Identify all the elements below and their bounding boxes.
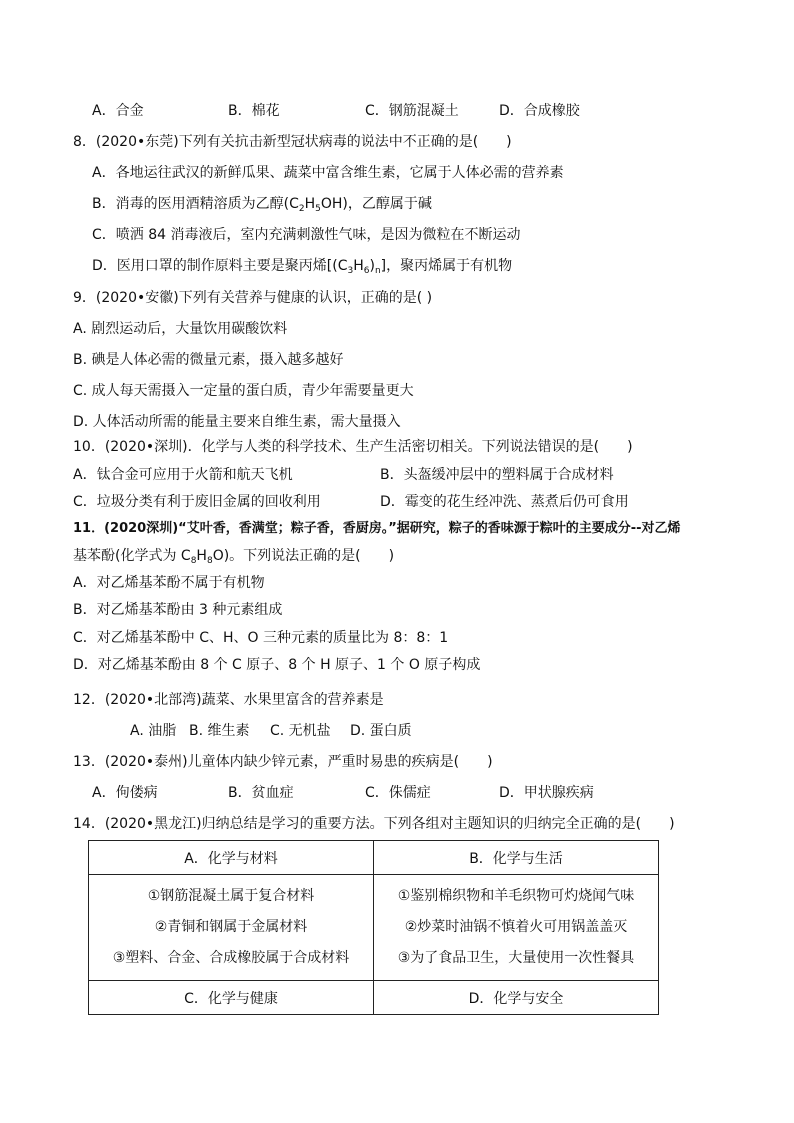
q12-option-c: C. 无机盐 — [270, 723, 331, 739]
q10-option-a: A．钛合金可应用于火箭和航天飞机 — [73, 467, 293, 483]
q11-option-b: B．对乙烯基苯酚由 3 种元素组成 — [73, 602, 283, 618]
q12-option-b: B. 维生素 — [189, 723, 250, 739]
q8-option-a: A．各地运往武汉的新鲜瓜果、蔬菜中富含维生素，它属于人体必需的营养素 — [92, 165, 564, 181]
q13-option-b: B．贫血症 — [228, 785, 294, 801]
q8-option-b: B．消毒的医用酒精溶质为乙醇$(C_2H_5OH)$，乙醇属于碱 — [92, 196, 432, 214]
q14-cell-a — [89, 875, 374, 981]
q13-stem: 13．(2020•泰州)儿童体内缺少锌元素，严重时易患的疾病是( ) — [73, 754, 493, 770]
q14-a-item: ①钢筋混凝土属于复合材料 — [147, 888, 315, 904]
q14-a-item: ②青铜和钢属于金属材料 — [154, 919, 308, 935]
q14-head-a: A．化学与材料 — [89, 841, 374, 875]
q11-option-c: C．对乙烯基苯酚中 C、H、O 三种元素的质量比为 8：8：1 — [73, 630, 449, 646]
q7-option-a: A．合金 — [92, 103, 144, 119]
q14-b-item: ③为了食品卫生，大量使用一次性餐具 — [397, 950, 635, 966]
q14-b-item: ②炒菜时油锅不慎着火可用锅盖盖灭 — [404, 919, 628, 935]
q14-table — [88, 840, 659, 1015]
q13-option-a: A．佝偻病 — [92, 785, 158, 801]
q12-stem: 12．(2020•北部湾)蔬菜、水果里富含的营养素是 — [73, 692, 384, 708]
q14-stem: 14．(2020•黑龙江)归纳总结是学习的重要方法。下列各组对主题知识的归纳完全正确的是( ) — [73, 816, 675, 832]
q9-option-a: A. 剧烈运动后，大量饮用碳酸饮料 — [73, 321, 288, 337]
q7-option-c: C．钢筋混凝土 — [365, 103, 459, 119]
q9-option-b: B. 碘是人体必需的微量元素，摄入越多越好 — [73, 352, 344, 368]
q11-option-d: D．对乙烯基苯酚由 8 个 C 原子、8 个 H 原子、1 个 O 原子构成 — [73, 657, 481, 673]
q14-cell-b — [374, 875, 659, 981]
q14-a-item: ③塑料、合金、合成橡胶属于合成材料 — [112, 950, 350, 966]
q11-stem-line1: 11．(2020深圳)“艾叶香，香满堂；粽子香，香厨房。”据研究，粽子的香味源于粽叶的主要成分--对乙烯 — [73, 521, 681, 536]
q8-option-c: C．喷洒 84 消毒液后，室内充满刺激性气味，是因为微粒在不断运动 — [92, 227, 521, 243]
q13-option-d: D．甲状腺疾病 — [499, 785, 594, 801]
q13-option-c: C．侏儒症 — [365, 785, 431, 801]
q11-option-a: A．对乙烯基苯酚不属于有机物 — [73, 575, 265, 591]
q14-head-d: D．化学与安全 — [374, 981, 659, 1015]
q10-option-c: C．垃圾分类有利于废旧金属的回收利用 — [73, 494, 321, 510]
q14-head-c: C．化学与健康 — [89, 981, 374, 1015]
q10-option-d: D．霉变的花生经冲洗、蒸煮后仍可食用 — [380, 494, 629, 510]
q12-option-d: D. 蛋白质 — [350, 723, 412, 739]
q12-option-a: A. 油脂 — [130, 723, 177, 739]
q7-option-d: D．合成橡胶 — [499, 103, 580, 119]
q14-b-item: ①鉴别棉织物和羊毛织物可灼烧闻气味 — [397, 888, 635, 904]
q14-head-b: B．化学与生活 — [374, 841, 659, 875]
q10-stem: 10．(2020•深圳)．化学与人类的科学技术、生产生活密切相关。下列说法错误的是( ) — [73, 439, 633, 455]
q10-option-b: B．头盔缓冲层中的塑料属于合成材料 — [380, 467, 614, 483]
q9-stem: 9．(2020•安徽)下列有关营养与健康的认识，正确的是( ) — [73, 290, 433, 306]
q7-option-b: B．棉花 — [228, 103, 280, 119]
q8-stem: 8．(2020•东莞)下列有关抗击新型冠状病毒的说法中不正确的是( ) — [73, 134, 512, 150]
q9-option-d: D. 人体活动所需的能量主要来自维生素，需大量摄入 — [73, 414, 401, 430]
q9-option-c: C. 成人每天需摄入一定量的蛋白质，青少年需要量更大 — [73, 383, 414, 399]
q11-stem-line2: 基苯酚(化学式为 $C_8H_8O$)。下列说法正确的是( ) — [73, 548, 395, 566]
q8-option-d: D．医用口罩的制作原料主要是聚丙烯$[(C_3H_6)_n]$，聚丙烯属于有机物 — [92, 258, 513, 276]
